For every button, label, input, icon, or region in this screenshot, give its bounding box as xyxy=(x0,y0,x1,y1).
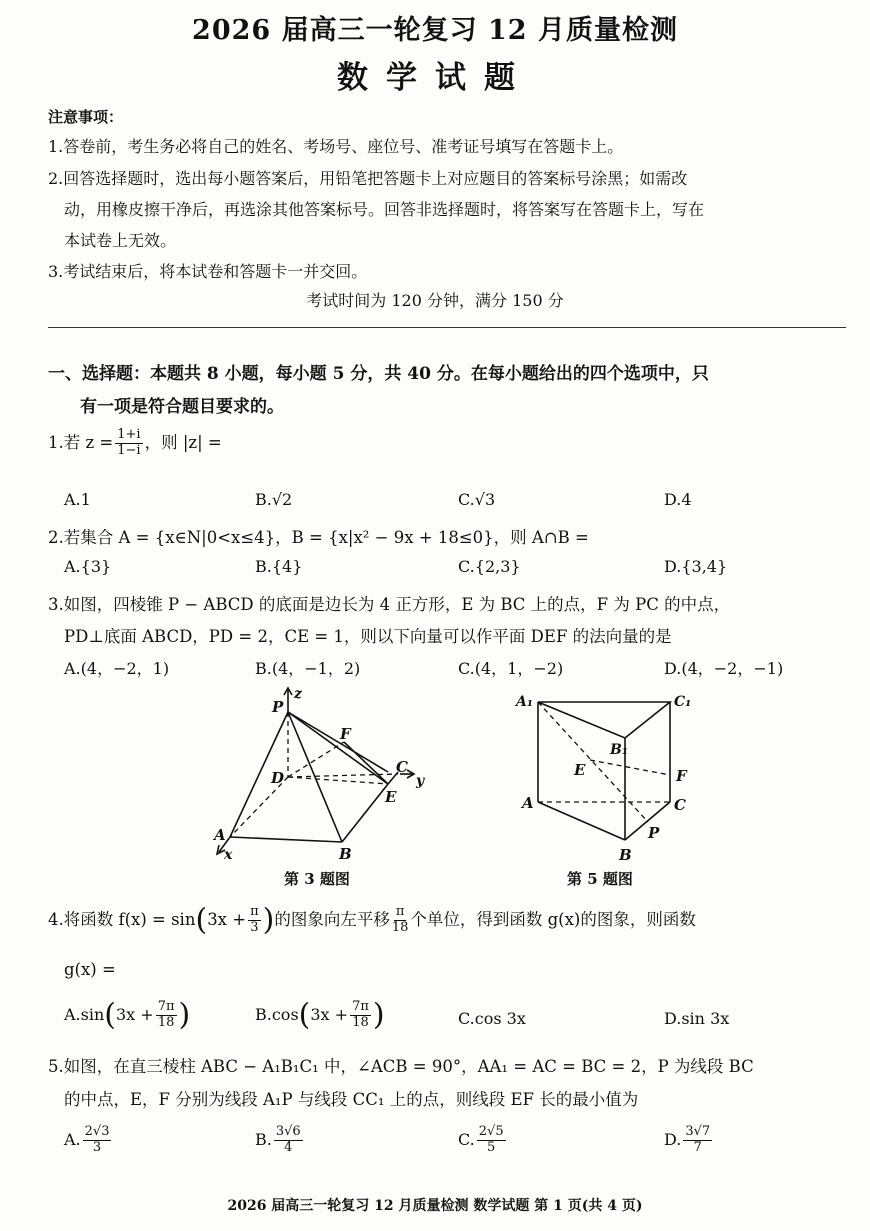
fig3-label-y: y xyxy=(416,773,425,789)
q4-option-d: D.sin 3x xyxy=(664,1009,730,1028)
fig3-label-E: E xyxy=(385,788,397,806)
fig3-label-B: B xyxy=(339,845,352,863)
fig3-label-z: z xyxy=(294,686,302,702)
question-3-line-2: PD⊥底面 ABCD，PD = 2，CE = 1，则以下向量可以作平面 DEF 的法向量的是 xyxy=(64,627,672,646)
q5-option-b: B. $\frac{3√6}{4}$ xyxy=(255,1124,301,1155)
q2-option-a: A.{3} xyxy=(64,557,112,576)
notice-item-3: 3.考试结束后，将本试卷和答题卡一并交回。 xyxy=(48,262,368,281)
divider xyxy=(48,327,846,328)
notice-item-2-line-2: 动，用橡皮擦干净后，再选涂其他答案标号。回答非选择题时，将答案写在答题卡上，写在 xyxy=(64,200,705,219)
question-5-line-1: 5.如图，在直三棱柱 ABC − A₁B₁C₁ 中，∠ACB = 90°，AA₁ = AC = BC = 2，P 为线段 BC xyxy=(48,1057,754,1076)
fig3-label-P: P xyxy=(272,698,284,716)
fig5-label-A: A xyxy=(522,794,534,812)
fig5-label-F: F xyxy=(676,767,687,785)
notice-item-1: 1.答卷前，考生务必将自己的姓名、考场号、座位号、准考证号填写在答题卡上。 xyxy=(48,137,624,156)
q3-option-c: C.(4，1，−2) xyxy=(458,659,564,678)
question-3-line-1: 3.如图，四棱锥 P − ABCD 的底面是边长为 4 正方形，E 为 BC 上的点，F 为 PC 的中点， xyxy=(48,595,731,614)
question-1-stem: 1.若 z = $\frac{1+i}{1-i}$ ，则 |z| = xyxy=(48,427,222,458)
q5-option-c: C. $\frac{2√5}{5}$ xyxy=(458,1124,504,1155)
question-4-line-1: 4.将函数 f(x) = sin(3x + $\frac{\pi}{3}$ )的图象向左平移 $\frac{\pi}{18}$ 个单位，得到函数 g(x)的图象，则函数 xyxy=(48,902,696,938)
figure-3-caption: 第 3 题图 xyxy=(284,870,350,888)
page-footer: 2026 届高三一轮复习 12 月质量检测 数学试题 第 1 页(共 4 页) xyxy=(227,1198,643,1214)
q1-fraction: $\frac{1+i}{1-i}$ xyxy=(117,427,141,458)
q3-option-d: D.(4，−2，−1) xyxy=(664,659,784,678)
section-heading-line-2: 有一项是符合题目要求的。 xyxy=(80,397,284,417)
q1-option-a: A.1 xyxy=(64,490,91,509)
q3-option-b: B.(4，−1，2) xyxy=(255,659,361,678)
fig5-label-E: E xyxy=(574,761,586,779)
q4-option-b: B.cos(3x + $\frac{7\pi}{18}$ ) xyxy=(255,997,385,1033)
exam-title: 2026 届高三一轮复习 12 月质量检测 xyxy=(192,15,678,46)
q1-option-d: D.4 xyxy=(664,490,692,509)
q5-option-d: D. $\frac{3√7}{7}$ xyxy=(664,1124,711,1155)
notice-heading: 注意事项： xyxy=(48,108,124,126)
figure-3-pyramid xyxy=(200,682,450,867)
q5-option-a: A. $\frac{2√3}{3}$ xyxy=(64,1124,110,1155)
question-5-line-2: 的中点，E，F 分别为线段 A₁P 与线段 CC₁ 上的点，则线段 EF 长的最小值为 xyxy=(64,1090,639,1109)
subject-title: 数学试题 xyxy=(337,60,533,96)
question-2-stem: 2.若集合 A = {x∈N|0<x≤4}，B = {x|x² − 9x + 18≤0}，则 A∩B = xyxy=(48,528,589,547)
q2-option-b: B.{4} xyxy=(255,557,303,576)
fig3-label-A: A xyxy=(214,826,226,844)
fig5-label-P: P xyxy=(648,824,660,842)
fig5-label-B1: B₁ xyxy=(610,742,628,758)
fig5-label-A1: A₁ xyxy=(516,694,533,710)
q2-option-d: D.{3,4} xyxy=(664,557,728,576)
q4-option-a: A.sin(3x + $\frac{7\pi}{18}$ ) xyxy=(64,997,191,1033)
fig3-label-C: C xyxy=(396,758,408,776)
figure-5-caption: 第 5 题图 xyxy=(567,870,633,888)
q3-option-a: A.(4，−2，1) xyxy=(64,659,170,678)
fig5-label-B: B xyxy=(619,846,632,864)
question-4-line-2: g(x) = xyxy=(64,960,116,979)
section-heading-line-1: 一、选择题：本题共 8 小题，每小题 5 分，共 40 分。在每小题给出的四个选项中，只 xyxy=(48,364,709,384)
fig3-label-x: x xyxy=(224,847,233,863)
notice-item-2-line-3: 本试卷上无效。 xyxy=(64,231,177,250)
q4-option-c: C.cos 3x xyxy=(458,1009,526,1028)
q1-option-b: B.√2 xyxy=(255,490,293,509)
fig3-label-F: F xyxy=(340,725,351,743)
fig5-label-C: C xyxy=(674,796,686,814)
figure-5-prism xyxy=(510,690,710,868)
notice-item-2-line-1: 2.回答选择题时，选出每小题答案后，用铅笔把答题卡上对应题目的答案标号涂黑；如需改 xyxy=(48,169,688,188)
fig5-label-C1: C₁ xyxy=(674,694,692,710)
exam-time: 考试时间为 120 分钟，满分 150 分 xyxy=(306,291,564,310)
q1-option-c: C.√3 xyxy=(458,490,496,509)
fig3-label-D: D xyxy=(271,769,285,787)
q2-option-c: C.{2,3} xyxy=(458,557,521,576)
